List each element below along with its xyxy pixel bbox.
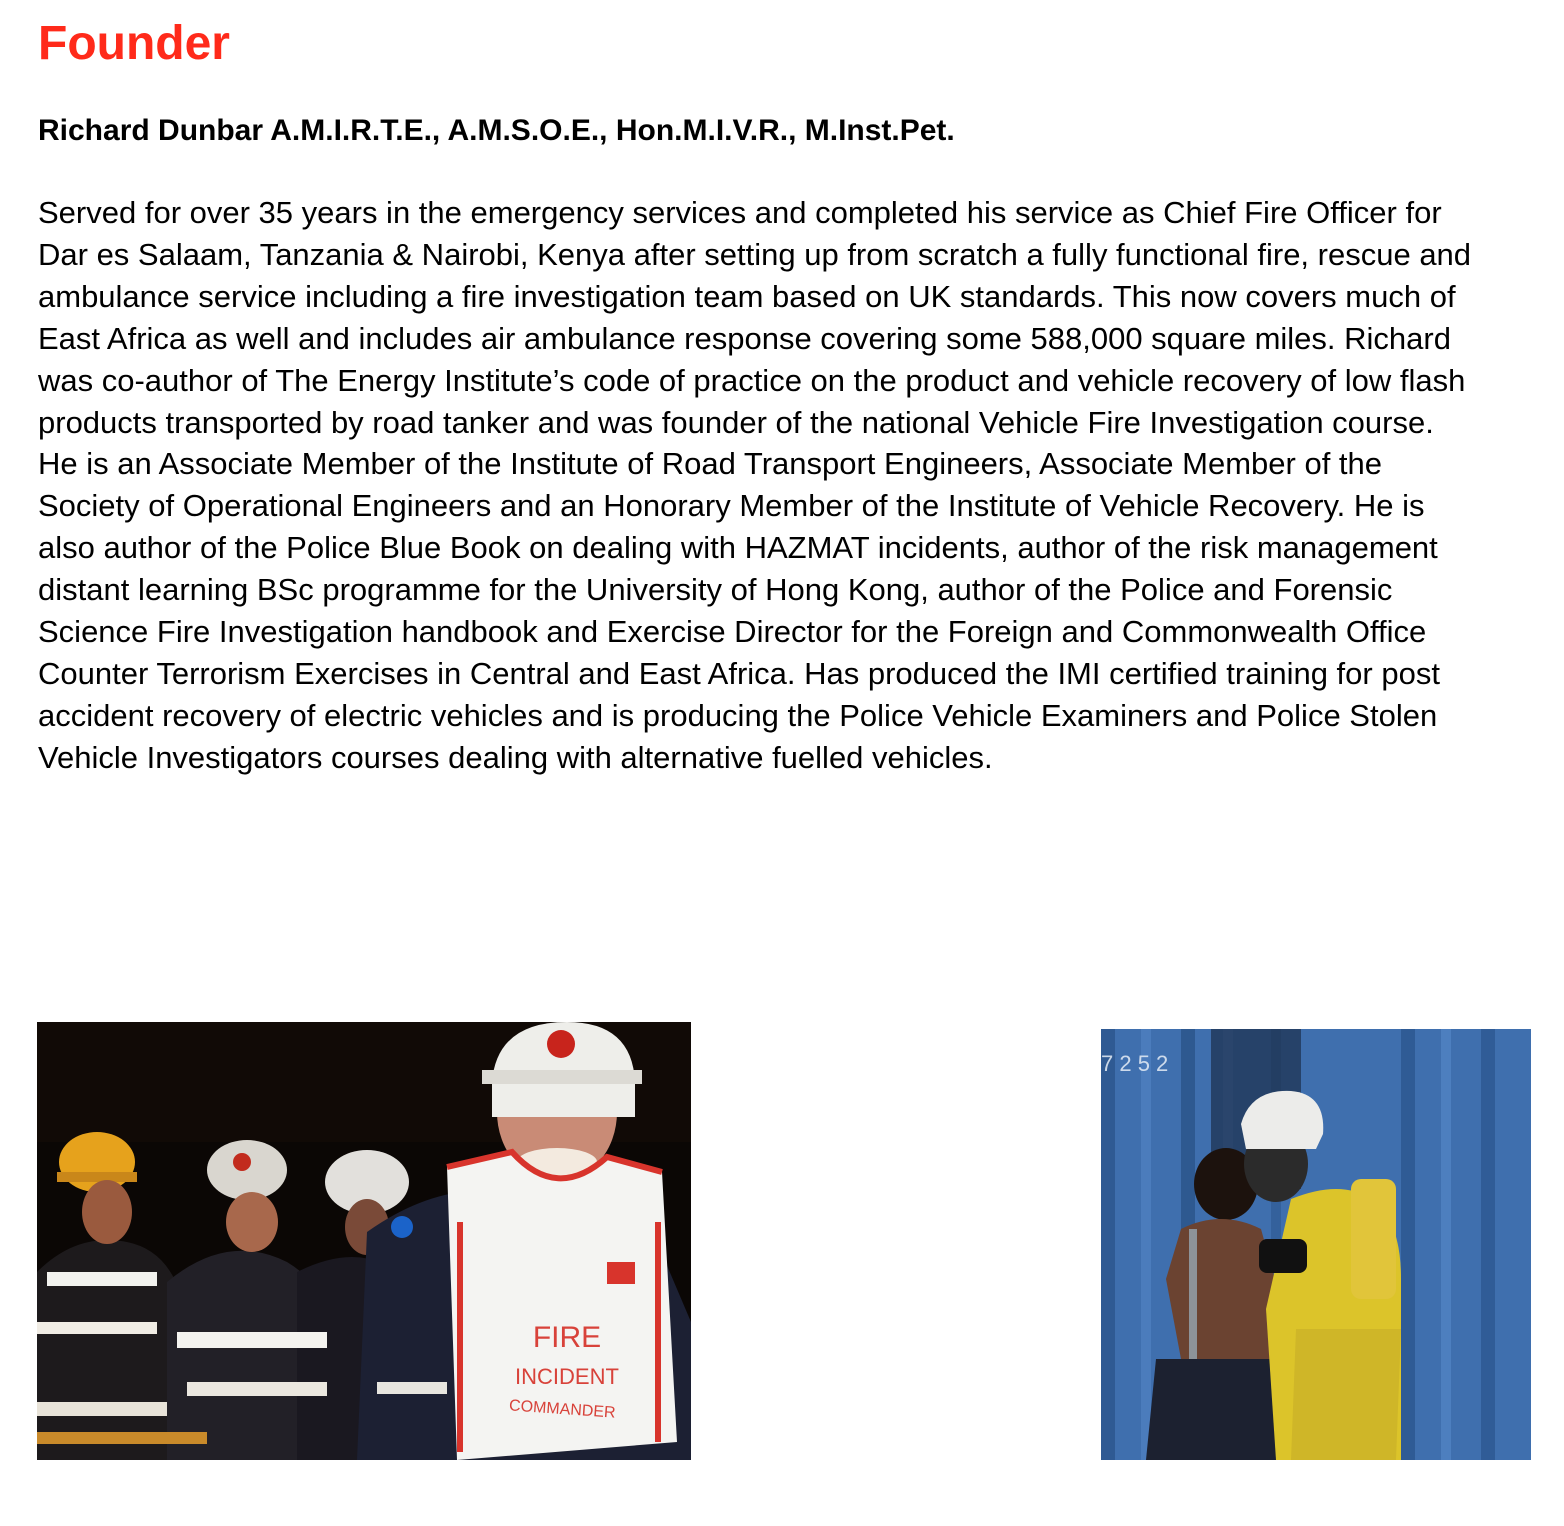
vest-text-fire: FIRE xyxy=(532,1321,602,1354)
page-title: Founder xyxy=(38,17,230,70)
hazmat-assistance-photo xyxy=(1101,1029,1531,1460)
founder-biography: Served for over 35 years in the emergency services and completed his service as Chief Fire Officer for Dar es Salaam, Tanzania & Nairobi, Kenya after setting up from scratch a fully functional fire, rescue and ambulance service including a fire investigation team based on UK standards. This now covers much of East Africa as well and includes air ambulance response covering some 588,000 square miles. Richard was co-author of The Energy Institute’s code of practice on the product and vehicle recovery of low flash products transported by road tanker and was founder of the national Vehicle Fire Investigation course. He is an Associate Member of the Institute of Road Transport Engineers, Associate Member of the Society of Operational Engineers and an Honorary Member of the Institute of Vehicle Recovery. He is also author of the Police Blue Book on dealing with HAZMAT incidents, author of the risk management distant learning BSc programme for the University of Hong Kong, author of the Police and Forensic Science Fire Investigation handbook and Exercise Director for the Foreign and Commonwealth Office Counter Terrorism Exercises in Central and East Africa. Has produced the IMI certified training for post accident recovery of electric vehicles and is producing the Police Vehicle Examiners and Police Stolen Vehicle Investigators courses dealing with alternative fuelled vehicles. xyxy=(38,195,1472,775)
container-number: 7 2 5 2 xyxy=(1101,1051,1169,1076)
background-firefighters xyxy=(37,1132,409,1460)
vest-text-incident: INCIDENT xyxy=(515,1364,619,1389)
vest-text-commander: COMMANDER xyxy=(508,1397,617,1422)
fire-incident-commander-photo xyxy=(37,1022,691,1460)
fire-scene-illustration xyxy=(37,1022,691,1460)
founder-name-credentials: Richard Dunbar A.M.I.R.T.E., A.M.S.O.E., Hon.M.I.V.R., M.Inst.Pet. xyxy=(38,114,955,147)
hazmat-scene-illustration xyxy=(1101,1029,1531,1460)
